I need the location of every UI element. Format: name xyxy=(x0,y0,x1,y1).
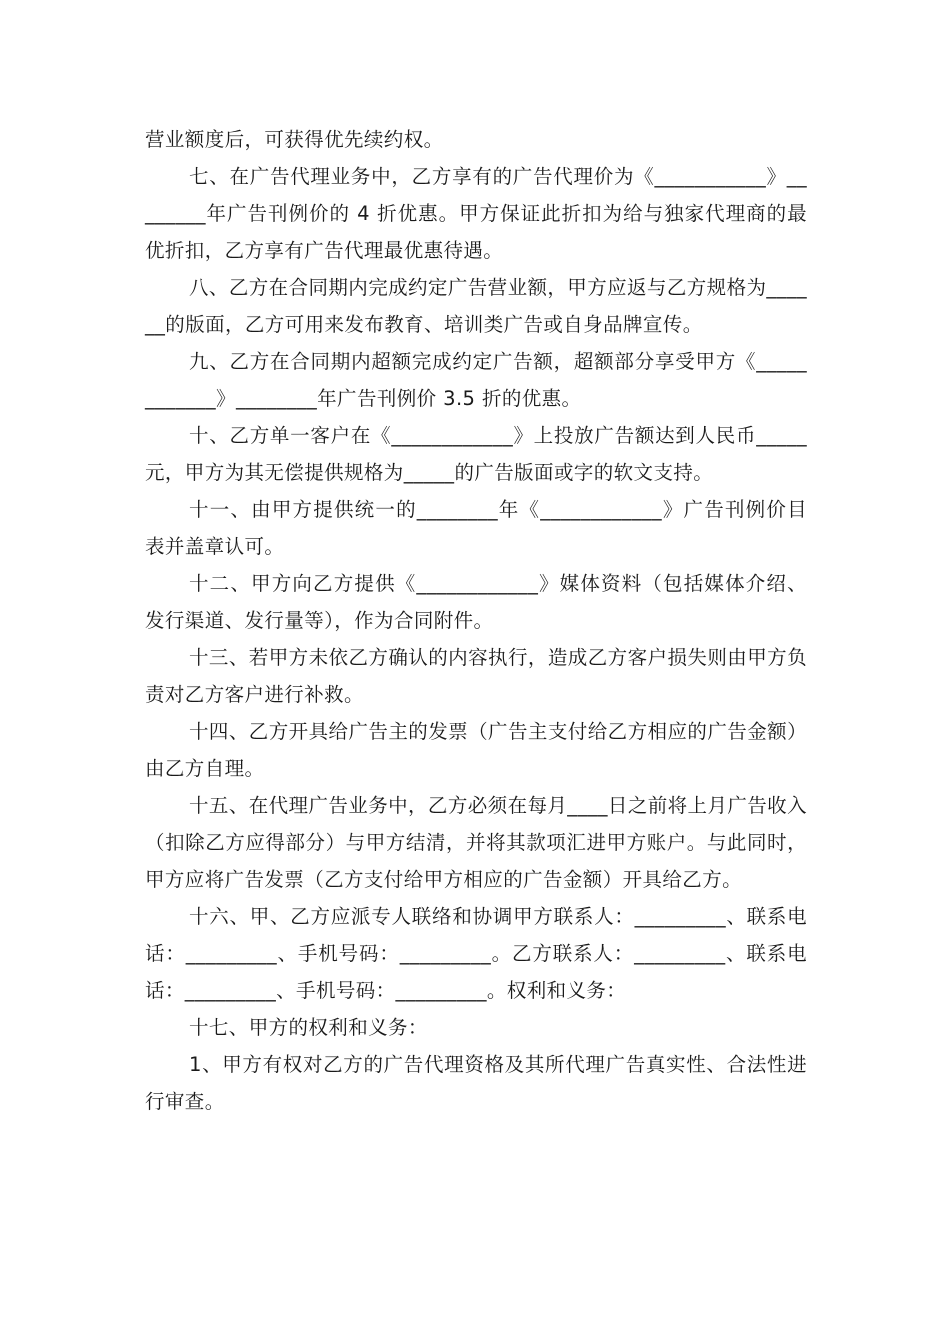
paragraph-clause-14: 十四、乙方开具给广告主的发票（广告主支付给乙方相应的广告金额）由乙方自理。 xyxy=(145,720,807,780)
paragraph-item-1: 1、甲方有权对乙方的广告代理资格及其所代理广告真实性、合法性进行审查。 xyxy=(145,1053,807,1113)
paragraph-clause-17: 十七、甲方的权利和义务： xyxy=(189,1016,428,1039)
paragraph-clause-7: 七、在广告代理业务中，乙方享有的广告代理价为《___________》________年广告刊例价的 4 折优惠。甲方保证此折扣为给与独家代理商的最优折扣，乙方享有广告代理最优惠待遇。 xyxy=(145,165,807,262)
paragraph-clause-10: 十、乙方单一客户在《____________》上投放广告额达到人民币_____元，甲方为其无偿提供规格为_____的广告版面或字的软文支持。 xyxy=(145,424,807,484)
paragraph-clause-11: 十一、由甲方提供统一的________年《____________》广告刊例价目表并盖章认可。 xyxy=(145,498,807,558)
paragraph-clause-9: 九、乙方在合同期内超额完成约定广告额，超额部分享受甲方《____________》________年广告刊例价 3.5 折的优惠。 xyxy=(145,350,807,410)
paragraph-clause-8: 八、乙方在合同期内完成约定广告营业额，甲方应返与乙方规格为______的版面，乙方可用来发布教育、培训类广告或自身品牌宣传。 xyxy=(145,276,807,336)
paragraph-continuation: 营业额度后，可获得优先续约权。 xyxy=(145,128,444,151)
paragraph-clause-16: 十六、甲、乙方应派专人联络和协调甲方联系人：_________、联系电话：_________、手机号码：_________。乙方联系人：_________、联系电话：_________、手机号码：_________。权利和义务： xyxy=(145,905,807,1002)
document-body xyxy=(145,121,807,1120)
paragraph-clause-12: 十二、甲方向乙方提供《____________》媒体资料（包括媒体介绍、发行渠道、发行量等），作为合同附件。 xyxy=(145,572,807,632)
paragraph-clause-15: 十五、在代理广告业务中，乙方必须在每月____日之前将上月广告收入（扣除乙方应得部分）与甲方结清，并将其款项汇进甲方账户。与此同时，甲方应将广告发票（乙方支付给甲方相应的广告金额）开具给乙方。 xyxy=(145,794,807,891)
paragraph-clause-13: 十三、若甲方未依乙方确认的内容执行，造成乙方客户损失则由甲方负责对乙方客户进行补救。 xyxy=(145,646,807,706)
